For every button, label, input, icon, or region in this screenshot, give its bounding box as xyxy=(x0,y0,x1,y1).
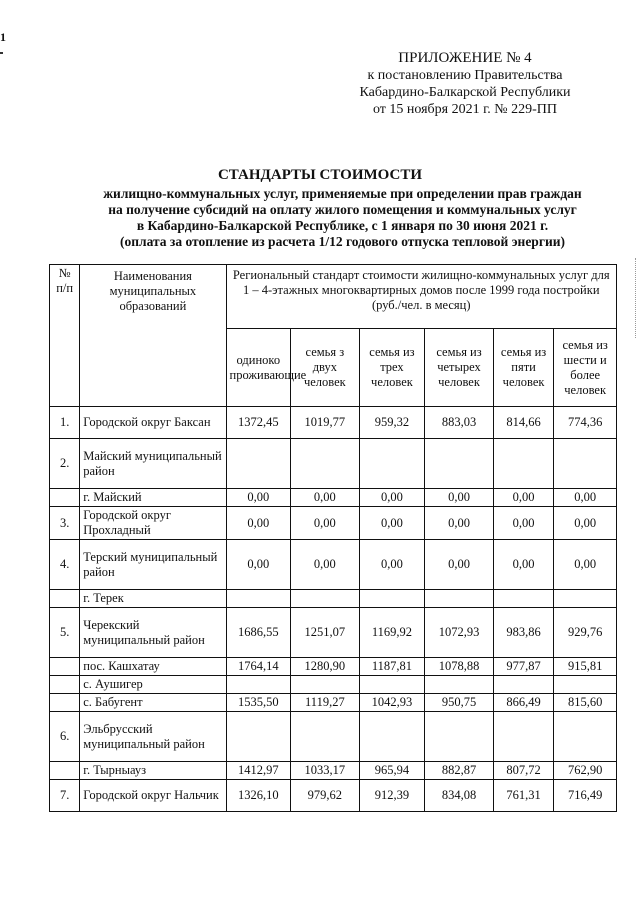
subtitle-line-1: жилищно-коммунальных услуг, применяемые при определении прав граждан xyxy=(103,186,582,201)
row-value xyxy=(359,439,425,489)
row-number: 3. xyxy=(50,507,80,540)
row-value: 0,00 xyxy=(493,507,554,540)
row-value: 1019,77 xyxy=(291,407,360,439)
row-value: 912,39 xyxy=(359,780,425,812)
cost-standards-table xyxy=(49,264,617,812)
row-value: 0,00 xyxy=(425,489,494,507)
row-value: 0,00 xyxy=(425,507,494,540)
table-row xyxy=(50,608,617,658)
row-value xyxy=(226,676,291,694)
table-row xyxy=(50,507,617,540)
binding-mark xyxy=(635,258,638,338)
row-municipality: Городской округ Нальчик xyxy=(80,780,226,812)
appendix-line-4: от 15 ноября 2021 г. № 229-ПП xyxy=(372,102,558,117)
table-row xyxy=(50,712,617,762)
subheader-2: семья з двух человек xyxy=(291,329,360,407)
row-municipality: с. Аушигер xyxy=(80,676,226,694)
subheader-5: семья из пяти человек xyxy=(493,329,554,407)
row-value: 0,00 xyxy=(493,489,554,507)
subheader-3: семья из трех человек xyxy=(359,329,425,407)
margin-mark: 1 xyxy=(0,30,6,44)
row-value xyxy=(493,439,554,489)
row-value xyxy=(425,712,494,762)
row-value: 0,00 xyxy=(359,489,425,507)
row-municipality: Городской округ Прохладный xyxy=(80,507,226,540)
row-municipality: пос. Кашхатау xyxy=(80,658,226,676)
table-row xyxy=(50,540,617,590)
row-number xyxy=(50,762,80,780)
row-value xyxy=(359,712,425,762)
table-row xyxy=(50,489,617,507)
row-value: 915,81 xyxy=(554,658,617,676)
row-value: 0,00 xyxy=(226,507,291,540)
row-value xyxy=(493,590,554,608)
row-number: 4. xyxy=(50,540,80,590)
row-municipality: Майский муниципальный район xyxy=(80,439,226,489)
row-value: 983,86 xyxy=(493,608,554,658)
subtitle-line-4: (оплата за отопление из расчета 1/12 годового отпуска тепловой энергии) xyxy=(119,234,566,249)
row-value: 1169,92 xyxy=(359,608,425,658)
table-row xyxy=(50,590,617,608)
row-number xyxy=(50,676,80,694)
row-value: 814,66 xyxy=(493,407,554,439)
table-row xyxy=(50,780,617,812)
appendix-line-3: Кабардино-Балкарской Республики xyxy=(359,85,571,100)
header-regional-standard: Региональный стандарт стоимости жилищно-коммунальных услуг для 1 – 4-этажных многоквартирных домов после 1999 года постройки (руб./чел. в месяц) xyxy=(226,265,616,329)
row-value: 1078,88 xyxy=(425,658,494,676)
row-municipality: Черекский муниципальный район xyxy=(80,608,226,658)
row-value xyxy=(359,590,425,608)
row-value: 1280,90 xyxy=(291,658,360,676)
row-value: 1535,50 xyxy=(226,694,291,712)
row-value: 1033,17 xyxy=(291,762,360,780)
row-value: 882,87 xyxy=(425,762,494,780)
row-value: 0,00 xyxy=(425,540,494,590)
row-number xyxy=(50,658,80,676)
row-value: 762,90 xyxy=(554,762,617,780)
row-value xyxy=(291,590,360,608)
row-number xyxy=(50,590,80,608)
row-value: 0,00 xyxy=(554,507,617,540)
row-value: 834,08 xyxy=(425,780,494,812)
subheader-6: семья из шести и более человек xyxy=(554,329,617,407)
row-value: 0,00 xyxy=(493,540,554,590)
table-row xyxy=(50,658,617,676)
subheader-1: одиноко проживающие xyxy=(226,329,291,407)
row-number xyxy=(50,694,80,712)
row-value: 883,03 xyxy=(425,407,494,439)
row-number: 5. xyxy=(50,608,80,658)
row-municipality: г. Тырныауз xyxy=(80,762,226,780)
row-value: 977,87 xyxy=(493,658,554,676)
header-number: № п/п xyxy=(50,265,80,407)
row-value xyxy=(226,712,291,762)
appendix-line-2: к постановлению Правительства xyxy=(367,68,563,83)
row-value: 1326,10 xyxy=(226,780,291,812)
row-value xyxy=(493,712,554,762)
appendix-header xyxy=(300,50,630,118)
row-value: 1372,45 xyxy=(226,407,291,439)
row-value xyxy=(291,676,360,694)
row-value: 0,00 xyxy=(554,540,617,590)
row-value xyxy=(359,676,425,694)
table-row xyxy=(50,694,617,712)
row-number: 2. xyxy=(50,439,80,489)
row-value: 959,32 xyxy=(359,407,425,439)
row-value: 1072,93 xyxy=(425,608,494,658)
row-value: 0,00 xyxy=(291,540,360,590)
row-municipality: с. Бабугент xyxy=(80,694,226,712)
table-row xyxy=(50,407,617,439)
row-value xyxy=(493,676,554,694)
row-value: 807,72 xyxy=(493,762,554,780)
row-value: 950,75 xyxy=(425,694,494,712)
row-value: 1686,55 xyxy=(226,608,291,658)
row-number: 6. xyxy=(50,712,80,762)
row-value xyxy=(554,712,617,762)
subtitle-line-3: в Кабардино-Балкарской Республике, с 1 января по 30 июня 2021 г. xyxy=(136,218,549,233)
row-number xyxy=(50,489,80,507)
row-value: 1119,27 xyxy=(291,694,360,712)
row-value: 716,49 xyxy=(554,780,617,812)
row-value xyxy=(554,439,617,489)
appendix-line-1: ПРИЛОЖЕНИЕ № 4 xyxy=(398,50,532,66)
row-value: 1251,07 xyxy=(291,608,360,658)
row-value: 1187,81 xyxy=(359,658,425,676)
row-value: 0,00 xyxy=(291,507,360,540)
row-value: 761,31 xyxy=(493,780,554,812)
row-value xyxy=(554,590,617,608)
row-value: 0,00 xyxy=(359,540,425,590)
row-number: 7. xyxy=(50,780,80,812)
row-municipality: Городской округ Баксан xyxy=(80,407,226,439)
row-value: 929,76 xyxy=(554,608,617,658)
row-value: 0,00 xyxy=(226,489,291,507)
row-value xyxy=(425,676,494,694)
row-value: 774,36 xyxy=(554,407,617,439)
row-value: 965,94 xyxy=(359,762,425,780)
row-value xyxy=(226,590,291,608)
row-municipality: г. Майский xyxy=(80,489,226,507)
subtitle-line-2: на получение субсидий на оплату жилого помещения и коммунальных услуг xyxy=(108,202,577,217)
document-title: СТАНДАРТЫ СТОИМОСТИ xyxy=(217,167,423,183)
row-value: 0,00 xyxy=(226,540,291,590)
row-value: 1042,93 xyxy=(359,694,425,712)
margin-dash xyxy=(0,52,3,54)
row-value: 815,60 xyxy=(554,694,617,712)
row-value: 1412,97 xyxy=(226,762,291,780)
row-value xyxy=(291,712,360,762)
header-municipality: Наименования муниципальных образований xyxy=(80,265,226,407)
table-row xyxy=(50,676,617,694)
row-value xyxy=(425,439,494,489)
document-subtitle xyxy=(70,186,615,250)
subheader-4: семья из четырех человек xyxy=(425,329,494,407)
row-value xyxy=(291,439,360,489)
row-number: 1. xyxy=(50,407,80,439)
row-value xyxy=(226,439,291,489)
row-value: 979,62 xyxy=(291,780,360,812)
row-value xyxy=(425,590,494,608)
table-row xyxy=(50,439,617,489)
row-value: 0,00 xyxy=(359,507,425,540)
row-value: 0,00 xyxy=(554,489,617,507)
row-municipality: Терский муниципальный район xyxy=(80,540,226,590)
table-row xyxy=(50,762,617,780)
row-value: 0,00 xyxy=(291,489,360,507)
row-municipality: Эльбрусский муниципальный район xyxy=(80,712,226,762)
row-value: 866,49 xyxy=(493,694,554,712)
row-value xyxy=(554,676,617,694)
row-value: 1764,14 xyxy=(226,658,291,676)
row-municipality: г. Терек xyxy=(80,590,226,608)
